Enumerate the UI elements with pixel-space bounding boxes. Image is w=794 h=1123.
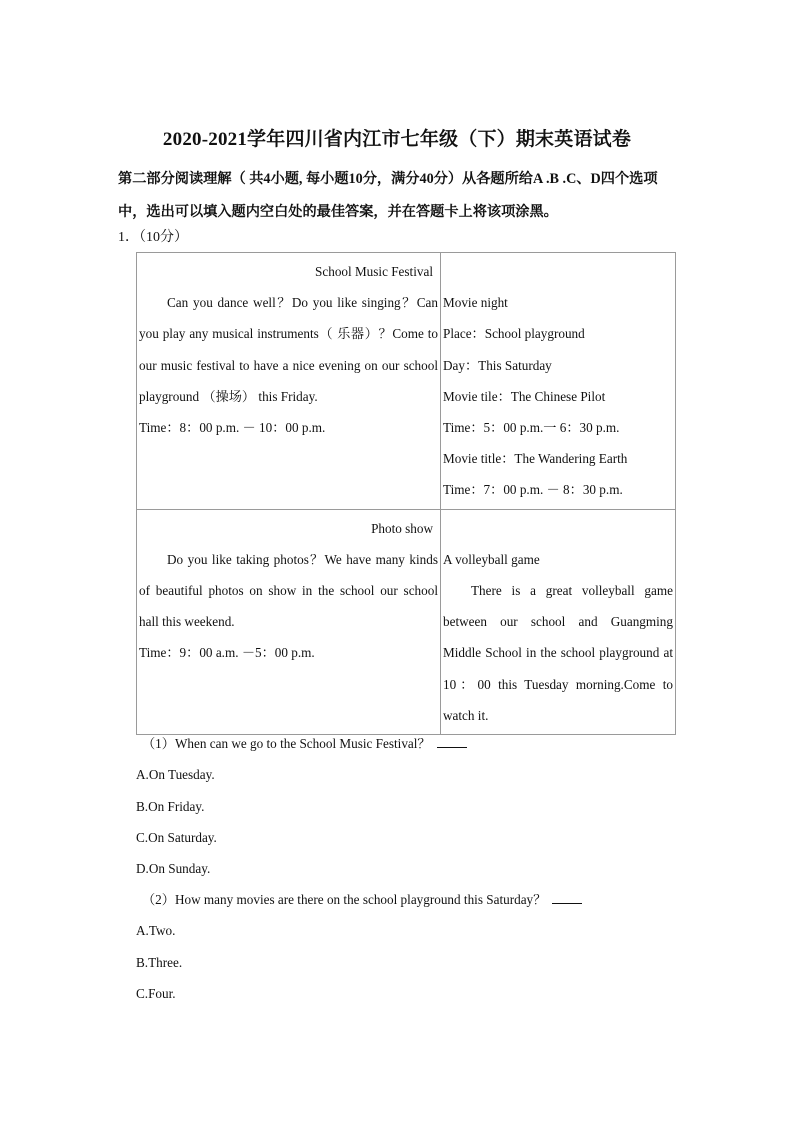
- question-1-option-b[interactable]: B.On Friday.: [136, 799, 205, 814]
- answer-blank[interactable]: [437, 733, 467, 748]
- question-1-option-a[interactable]: A.On Tuesday.: [136, 767, 215, 782]
- movie-night-time1: Time：5：00 p.m.一 6：30 p.m.: [443, 420, 620, 435]
- question-1-prompt: [142, 732, 467, 756]
- spacer: [443, 256, 673, 287]
- volleyball-game-body: There is a great volleyball game between our school and Guangming Middle School in the school playground at 10：00 this Tuesday morning.Come to watch it.: [443, 583, 673, 723]
- photo-show-body: Do you like taking photos？We have many kinds of beautiful photos on show in the school our school hall this weekend.: [139, 551, 438, 630]
- table-row: [137, 253, 676, 510]
- photo-show-cell: [137, 509, 441, 734]
- photo-show-time: Time：9：00 a.m. －5：00 p.m.: [139, 645, 315, 661]
- question-1-option-d[interactable]: D.On Sunday.: [136, 861, 211, 876]
- music-festival-body: Can you dance well？Do you like singing？Can you play any musical instruments（ 乐器）？Come to our music festival to have a nice evening on our school playground （操场） this Friday.: [139, 295, 438, 404]
- movie-night-place: Place：School playground: [443, 326, 585, 342]
- question-2-prompt: [142, 888, 582, 912]
- section-instructions: 第二部分阅读理解（ 共4小题, 每小题10分，满分40分）从各题所给A .B .C、D四个选项中，选出可以填入题内空白处的最佳答案，并在答题卡上将该项涂黑。: [118, 171, 658, 220]
- answer-blank[interactable]: [552, 889, 582, 904]
- music-festival-heading: School Music Festival: [315, 264, 433, 279]
- movie-night-movie1: Movie tile：The Chinese Pilot: [443, 388, 606, 404]
- movie-night-day: Day：This Saturday: [443, 357, 552, 373]
- notice-table: [136, 252, 676, 735]
- question-number: 1．（10分）: [118, 230, 188, 245]
- movie-night-time2: Time：7：00 p.m. － 8：30 p.m.: [443, 482, 623, 498]
- volleyball-game-cell: [441, 509, 676, 734]
- table-row: [137, 509, 676, 734]
- movie-night-heading: Movie night: [443, 295, 508, 311]
- question-1-option-c[interactable]: C.On Saturday.: [136, 830, 217, 845]
- movie-night-movie2: Movie title：The Wandering Earth: [443, 451, 628, 467]
- question-2-option-c[interactable]: C.Four.: [136, 986, 176, 1001]
- photo-show-heading: Photo show: [371, 520, 433, 536]
- music-festival-cell: [137, 253, 441, 510]
- question-text: （1）When can we go to the School Music Festival？: [142, 736, 431, 751]
- music-festival-time: Time：8：00 p.m. － 10：00 p.m.: [139, 420, 326, 436]
- volleyball-game-heading: A volleyball game: [443, 551, 540, 567]
- page-title: 2020-2021学年四川省内江市七年级（下）期末英语试卷: [162, 129, 632, 150]
- question-2-option-b[interactable]: B.Three.: [136, 955, 183, 970]
- movie-night-cell: [441, 253, 676, 510]
- spacer: [443, 513, 673, 544]
- question-text: （2）How many movies are there on the school playground this Saturday？: [142, 892, 547, 907]
- question-2-option-a[interactable]: A.Two.: [136, 923, 176, 938]
